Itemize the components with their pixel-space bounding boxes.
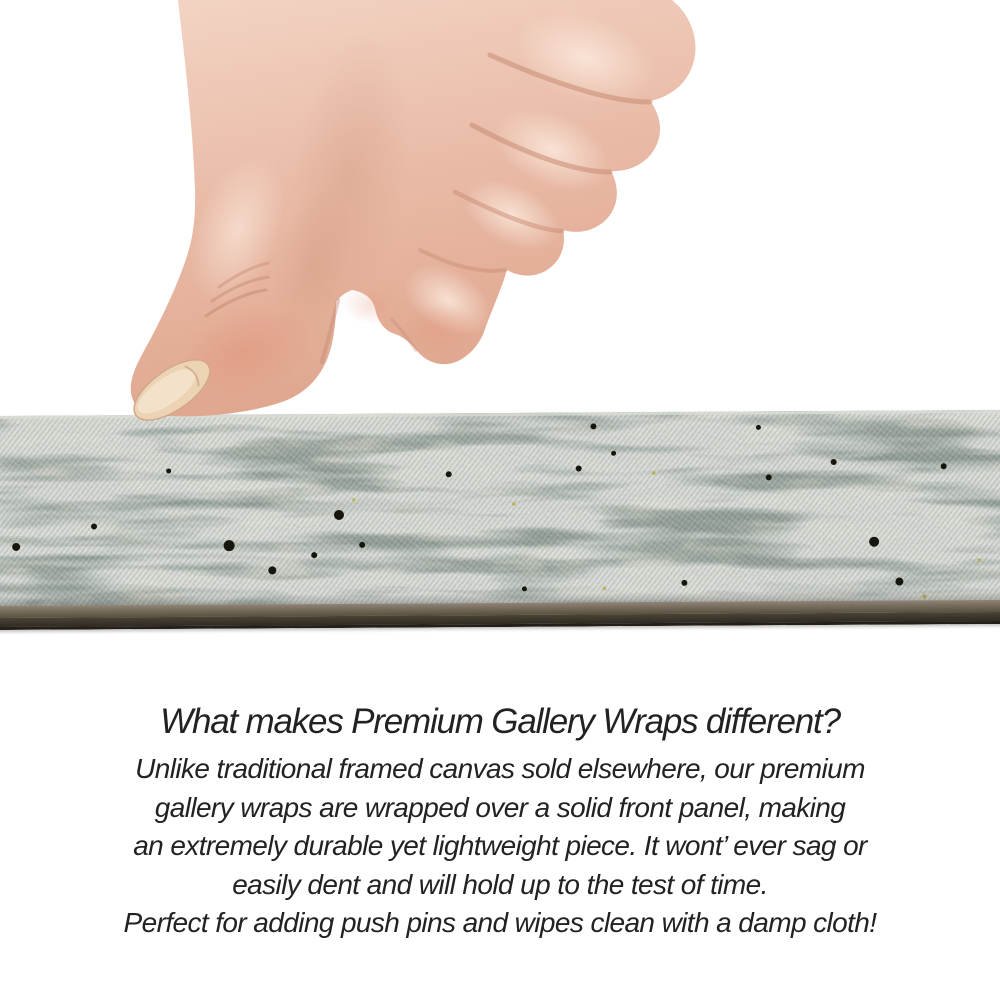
feature-line: an extremely durable yet lightweight piece. It wont’ ever sag or [133,830,867,861]
feature-line: easily dent and will hold up to the test of time. [232,868,768,900]
description-text [0,700,1000,943]
feature-line: gallery wraps are wrapped over a solid front panel, making [154,791,846,823]
feature-heading: What makes Premium Gallery Wraps different? [160,702,840,741]
panel-edge [0,590,1000,630]
canvas-edge-photo [0,410,1000,630]
feature-line: Unlike traditional framed canvas sold elsewhere, our premium [135,753,865,784]
fingertip-blush [344,285,396,325]
hand-photo [0,0,760,430]
fingertip-blush [398,304,478,356]
canvas-texture [0,410,1000,608]
feature-line: Perfect for adding push pins and wipes clean with a damp cloth! [123,907,877,938]
